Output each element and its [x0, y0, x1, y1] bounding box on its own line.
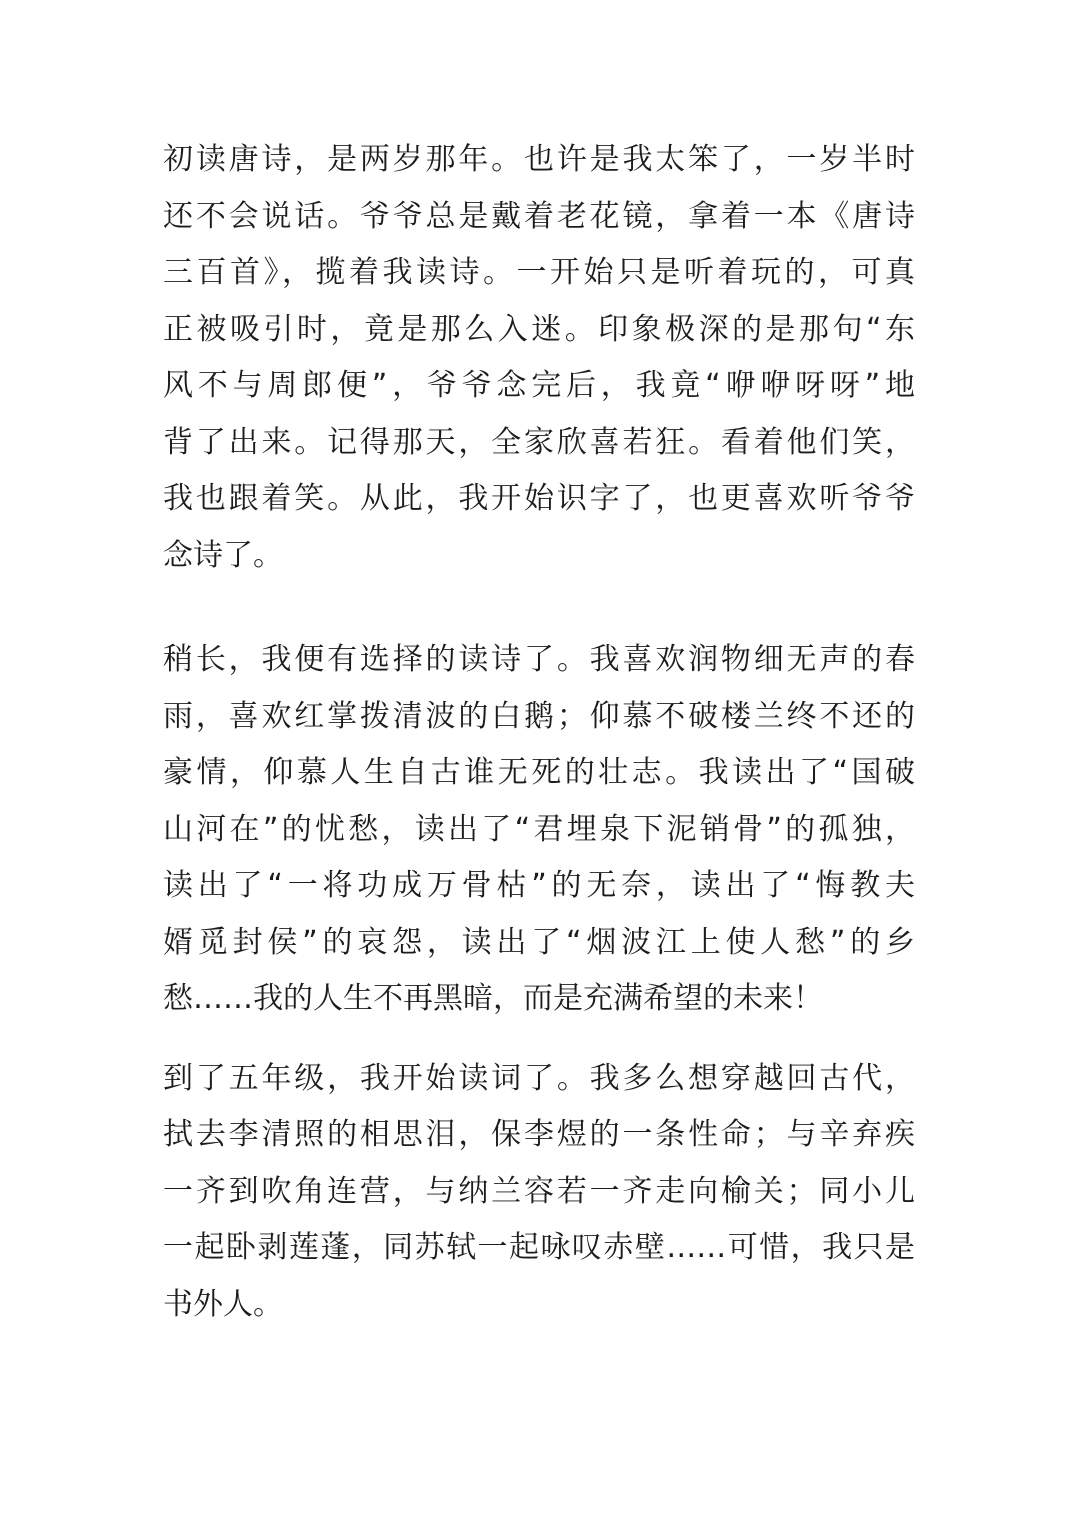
text-line: 初读唐诗，是两岁那年。也许是我太笨了，一岁半时 [163, 142, 915, 177]
text-line: 背了出来。记得那天，全家欣喜若狂。看着他们笑， [163, 424, 915, 460]
text-line: 读出了“一将功成万骨枯”的无奈，读出了“悔教夫 [163, 868, 915, 903]
paragraph-1 [163, 132, 915, 584]
text-line: 拭去李清照的相思泪，保李煜的一条性命；与辛弃疾 [163, 1117, 915, 1152]
paragraph-2 [163, 632, 915, 1028]
text-line: 一起卧剥莲蓬，同苏轼一起咏叹赤壁……可惜，我只是 [163, 1230, 915, 1265]
text-line: 到了五年级，我开始读词了。我多么想穿越回古代， [163, 1060, 915, 1096]
text-line: 念诗了。 [163, 537, 283, 573]
text-line: 愁……我的人生不再黑暗，而是充满希望的未来！ [163, 981, 823, 1016]
paragraph-spacer [163, 1028, 915, 1051]
text-line: 还不会说话。爷爷总是戴着老花镜，拿着一本《唐诗 [163, 198, 915, 234]
paragraph-spacer [163, 584, 915, 632]
text-line: 正被吸引时，竟是那么入迷。印象极深的是那句“东 [163, 311, 915, 347]
paragraph-3 [163, 1051, 915, 1334]
text-line: 一齐到吹角连营，与纳兰容若一齐走向榆关；同小儿 [163, 1173, 915, 1209]
text-line: 婿觅封侯”的哀怨，读出了“烟波江上使人愁”的乡 [163, 924, 915, 960]
text-line: 三百首》，揽着我读诗。一开始只是听着玩的，可真 [163, 255, 915, 290]
text-line: 书外人。 [163, 1286, 283, 1322]
text-line: 稍长，我便有选择的读诗了。我喜欢润物细无声的春 [163, 642, 915, 677]
text-line: 山河在”的忧愁，读出了“君埋泉下泥销骨”的孤独， [163, 811, 915, 847]
text-line: 豪情，仰慕人生自古谁无死的壮志。我读出了“国破 [163, 755, 915, 790]
text-line: 风不与周郎便”，爷爷念完后，我竟“咿咿呀呀”地 [163, 368, 915, 403]
text-line: 我也跟着笑。从此，我开始识字了，也更喜欢听爷爷 [163, 481, 915, 516]
article-body [163, 132, 915, 1333]
text-line: 雨，喜欢红掌拨清波的白鹅；仰慕不破楼兰终不还的 [163, 698, 915, 734]
